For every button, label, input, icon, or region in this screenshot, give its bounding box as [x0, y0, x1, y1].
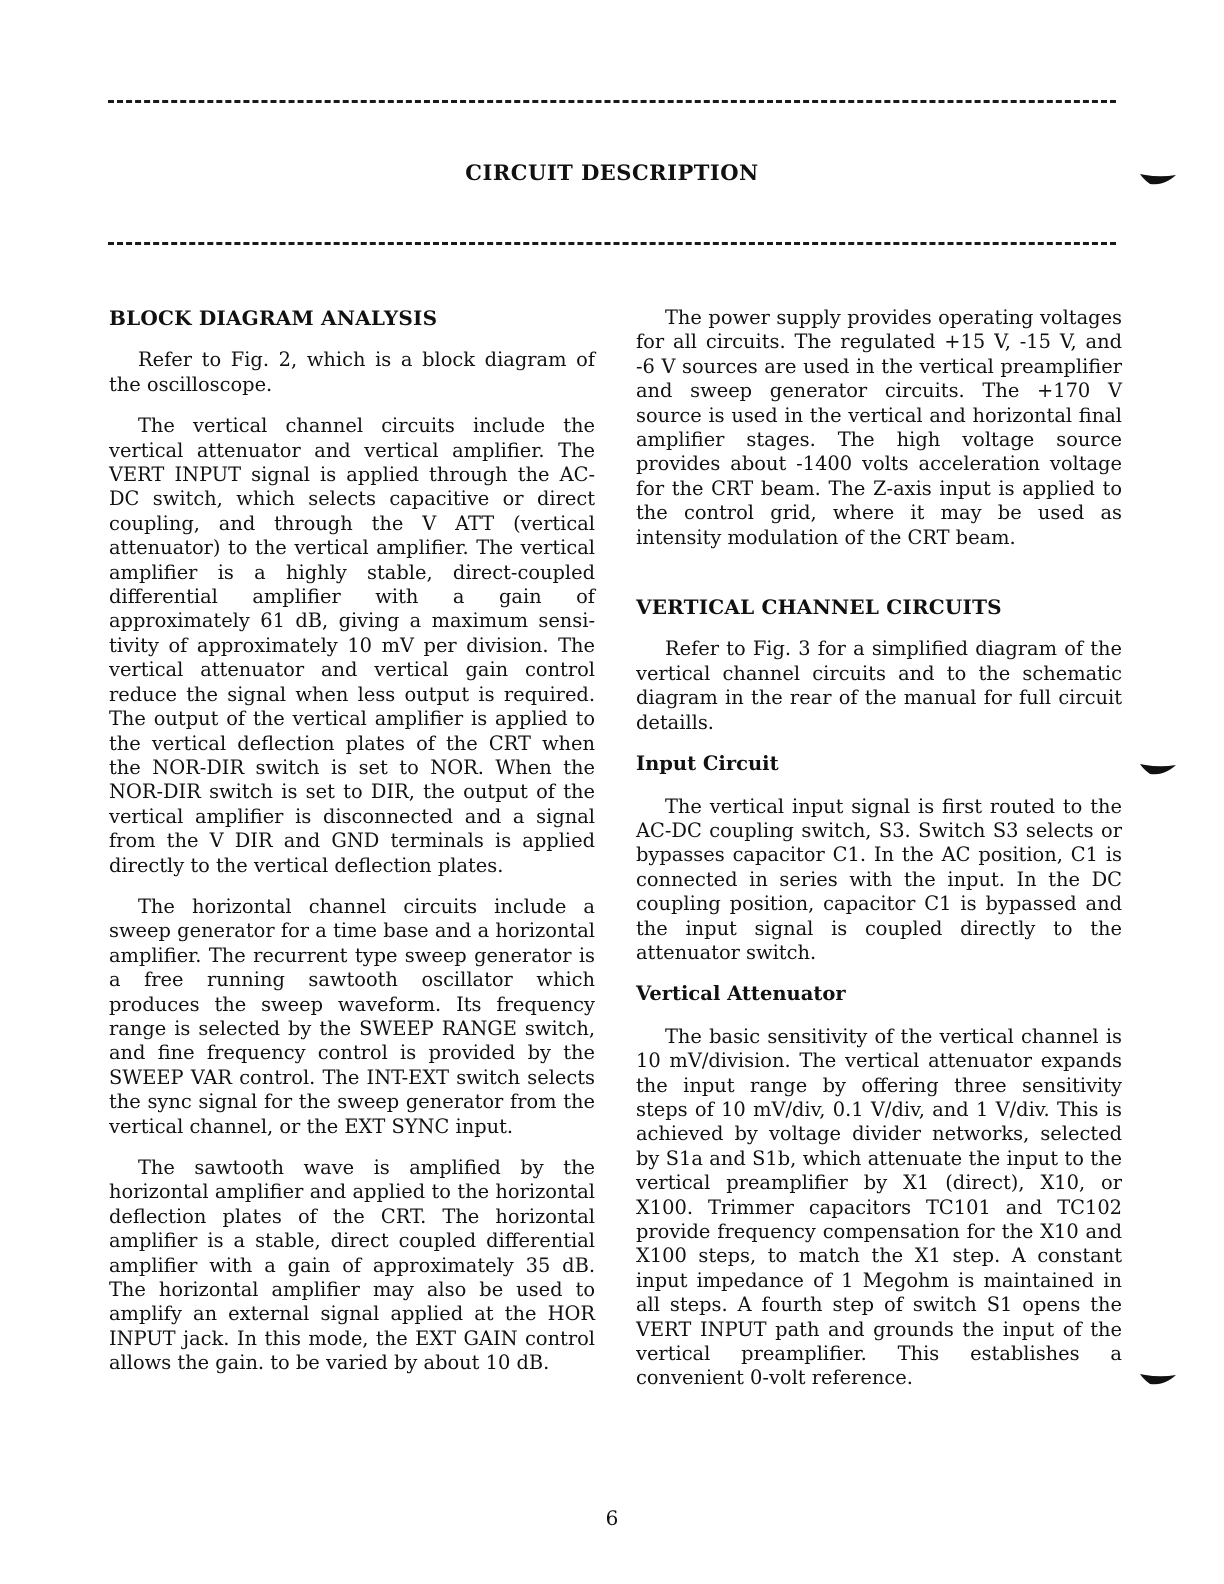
paragraph: The basic sensitivity of the vertical channel is 10 mV/division. The vertical attenuator expands the input range by offering three sensitivity steps of 10 mV/div, 0.1 V/div, and 1 V/div. This is achieved by voltage divider networks, selected by S1a and S1b, which attenuate the input to the vertical preamplifier by X1 (direct), X10, or X100. Trimmer capacitors TC101 and TC102 provide frequency compensation for the X10 and X100 steps, to match the X1 step. A constant input impedance of 1 Megohm is maintained in all steps. A fourth step of switch S1 opens the VERT INPUT path and grounds the input of the vertical preamplifier. This establishes a convenient 0-volt reference.	[636, 1024, 1122, 1390]
binder-hole-mark-icon	[1140, 762, 1176, 776]
power-supply-paragraph: The power supply provides operating voltages for all circuits. The regulated +15 V, -15 V, and -6 V sources are used in the vertical preamplifier and sweep generator circuits. The +170 V source is used in the vertical and horizontal final amplifier stages. The high voltage source provides about -1400 volts acceleration voltage for the CRT beam. The Z-axis input is applied to the control grid, where it may be used as intensity modulation of the CRT beam.	[636, 306, 1122, 549]
binder-hole-mark-icon	[1140, 172, 1176, 186]
bottom-dashed-rule	[108, 242, 1116, 245]
left-column	[109, 306, 595, 1393]
input-circuit-heading: Input Circuit	[636, 752, 779, 776]
vertical-channel-heading: VERTICAL CHANNEL CIRCUITS	[636, 595, 1002, 620]
paragraph: Refer to Fig. 2, which is a block diagram of the oscilloscope.	[109, 348, 595, 396]
paragraph: The horizontal channel circuits include a sweep generator for a time base and a horizontal amplifier. The recurrent type sweep generator is a free running sawtooth oscillator which produces the sweep waveform. Its frequency range is selected by the SWEEP RANGE switch, and fine frequency control is provided by the SWEEP VAR control. The INT-EXT switch selects the sync signal for the sweep generator from the vertical channel, or the EXT SYNC input.	[109, 894, 595, 1138]
block-diagram-heading: BLOCK DIAGRAM ANALYSIS	[109, 306, 438, 330]
vertical-attenuator-heading: Vertical Attenuator	[636, 982, 846, 1006]
paragraph: The vertical input signal is first routed to the AC-DC coupling switch, S3. Switch S3 selects or bypasses capacitor C1. In the AC position, C1 is connected in series with the input. In the DC coupling position, capacitor C1 is bypassed and the input signal is coupled directly to the attenuator switch.	[636, 794, 1122, 964]
page-title: CIRCUIT DESCRIPTION	[465, 160, 759, 185]
paragraph: Refer to Fig. 3 for a simplified diagram of the vertical channel circuits and to the schematic diagram in the rear of the manual for full circuit detaills.	[636, 637, 1122, 734]
paragraph: The sawtooth wave is amplified by the horizontal amplifier and applied to the horizontal deflection plates of the CRT. The horizontal amplifier is a stable, direct coupled differential amplifier with a gain of approximately 35 dB. The horizontal amplifier may also be used to amplify an external signal applied at the HOR INPUT jack. In this mode, the EXT GAIN control allows the gain. to be varied by about 10 dB.	[109, 1156, 595, 1375]
binder-hole-mark-icon	[1140, 1372, 1176, 1386]
paragraph: The vertical channel circuits include the vertical attenuator and vertical amplifier. The VERT INPUT signal is applied through the AC-DC switch, which selects capacitive or direct coupling, and through the V ATT (vertical attenuator) to the vertical amplifier. The vertical amplifier is a highly stable, direct-coupled differential amplifier with a gain of approximately 61 dB, giving a maximum sensitivity of approximately 10 mV per division. The vertical attenuator and vertical gain control reduce the signal when less output is required. The output of the vertical amplifier is applied to the vertical deflection plates of the CRT when the NOR-DIR switch is set to NOR. When the NOR-DIR switch is set to DIR, the output of the vertical amplifier is disconnected and a signal from the V DIR and GND terminals is applied directly to the vertical deflection plates.	[109, 414, 595, 877]
page-number: 6	[605, 1506, 619, 1530]
right-column	[636, 306, 1122, 1408]
top-dashed-rule	[108, 100, 1116, 103]
